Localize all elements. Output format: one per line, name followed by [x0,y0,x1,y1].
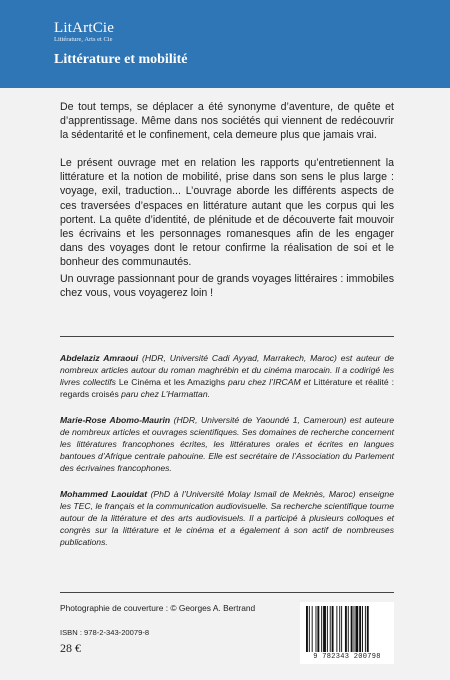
barcode-bar [332,606,334,652]
barcode-bar [316,606,317,652]
bio-text: paru chez l’IRCAM et [225,377,314,387]
barcode-bar [341,606,342,652]
barcode-bar [330,606,331,652]
bio-text: paru chez L’Harmattan. [118,389,210,399]
blurb-paragraph-1: De tout temps, se déplacer a été synonyme d’aventure, de quête et d’apprentissage. Même dans nos sociétés qui viennent de redécouvrir la sédentarité et le confinement, cela demeure plus que jamais vrai. [60,101,394,142]
barcode-bar [321,606,322,652]
barcode-bar [351,606,353,652]
book-title-ref: Littérature et réalité : regards croisés [60,377,395,399]
bio-text: (HDR, Université de Yaoundé 1, Cameroun) est auteure de nombreux articles et ouvrages scientifiques. Ses domaines de recherche concernent les littératures francophones écrites, les littératures orales et écrites en langues bantoues d’Afrique centrale pahouine. Elle est secrétaire de l’Association du Parlement des écrivaines francophones. [60,415,394,473]
barcode-bar [323,606,326,652]
barcode-bar [309,606,310,652]
bio-text: (PhD à l’Université Molay Ismail de Meknès, Maroc) enseigne les TEC, le français et la communication audiovisuelle. Sa recherche scientifique tourne autour de la littérature et des arts audiovisuels. Il a participé à plusieurs colloques et congrès sur la littérature et le cinéma et a également à son actif de nombreuses publications. [60,489,394,547]
barcode-bar [362,606,363,652]
barcode-bar [359,606,361,652]
author-name: Abdelaziz Amraoui [60,353,139,363]
barcode-bar [339,606,340,652]
barcode [300,602,394,664]
blurb-paragraph-2: Le présent ouvrage met en relation les rapports qu’entretiennent la littérature et la notion de mobilité, prise dans son sens le plus large : voyage, exil, traduction... L’ouvrage aborde les différents aspects de ces traversées d’espaces en littérature autant que les corpus qui les portent. La quête d’identité, de plénitude et de découverte fait mouvoir les écrivains et les personnages romanesques afin de les engager dans des voyages dont le retour confirme la réalisation de soi et le bonheur des communautés. [60,157,394,269]
divider-top [60,336,394,337]
book-title-ref: Le Cinéma et les Amazighs [118,377,226,387]
collection-subtitle: Littérature, Arts et Cie [54,36,113,43]
author-bio-1 [60,352,394,400]
cover-header-band [0,0,450,88]
barcode-bar [336,606,337,652]
barcode-bars [306,606,388,652]
author-name: Marie-Rose Abomo-Maurin [60,415,171,425]
barcode-bar [327,606,328,652]
barcode-bar [354,606,355,652]
barcode-bar [367,606,369,652]
author-bio-3 [60,488,394,548]
isbn: ISBN : 978-2-343-20079-8 [60,628,150,637]
author-bio-2 [60,414,394,474]
divider-bottom [60,592,394,593]
barcode-bar [345,606,347,652]
barcode-bar [365,606,366,652]
barcode-bar [348,606,349,652]
barcode-bar [355,606,358,652]
collection-logo: LitArtCie [54,20,115,36]
price: 28 € [60,641,81,655]
book-title: Littérature et mobilité [54,52,188,67]
photo-credit: Photographie de couverture : © Georges A. Bertrand [60,603,256,613]
barcode-bar [312,606,313,652]
barcode-number: 9 782343 200798 [313,653,381,661]
author-name: Mohammed Laouidat [60,489,148,499]
barcode-bar [306,606,308,652]
bio-text: (HDR, Université Cadi Ayyad, Marrakech, Maroc) est auteur de nombreux articles autour du roman maghrébin et du cinéma marocain. Il a codirigé les livres collectifs [60,353,395,387]
blurb-paragraph-3: Un ouvrage passionnant pour de grands voyages littéraires : immobiles chez vous, vous voyagerez loin ! [60,273,394,300]
barcode-bar [317,606,319,652]
